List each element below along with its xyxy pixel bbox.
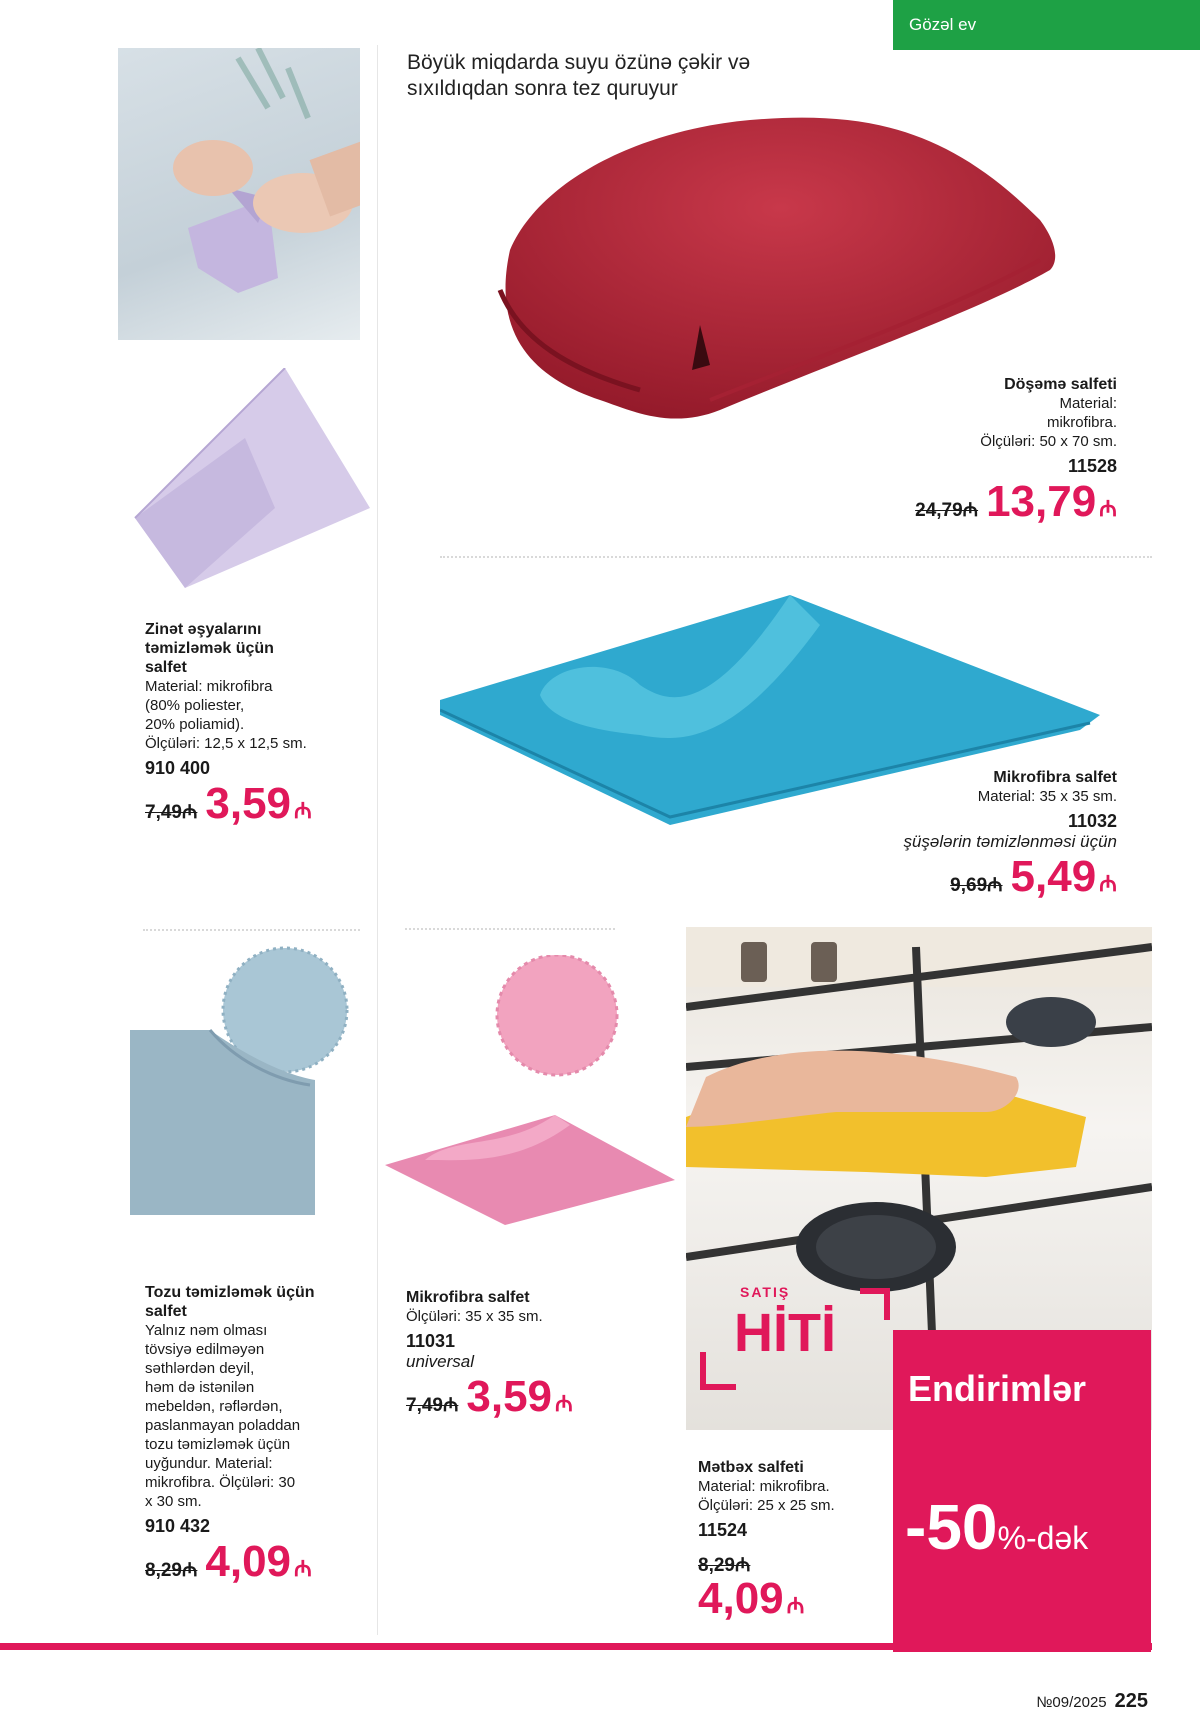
price-block [857,477,1117,527]
product-name: Mətbəx salfeti [698,1459,804,1476]
price-block [406,1372,636,1422]
product-desc: səthlərdən deyil, [145,1360,255,1377]
promo-title: Endirimlər [908,1368,1087,1409]
product-code: 11524 [698,1520,748,1540]
product-code: 910 400 [145,758,211,778]
new-price-value: 13,79 [986,477,1097,526]
product-desc: tövsiyə edilməyən [145,1341,265,1358]
product-desc: Ölçüləri: 25 x 25 sm. [698,1497,835,1514]
product-desc: Material: mikrofibra. [698,1478,830,1495]
issue-number: №09/2025 [1036,1694,1107,1711]
product-note: şüşələrin təmizlənməsi üçün [903,832,1117,851]
sales-hit-label: SATIŞ [740,1284,791,1300]
new-price [986,477,1117,527]
metbex-info [698,1458,888,1628]
old-price: 9,69₼ [950,875,1003,896]
product-desc: Ölçüləri: 50 x 70 sm. [980,433,1117,450]
currency-sign: ₼ [555,1391,573,1416]
product-desc: mikrofibra. [1046,414,1117,431]
page-number: 225 [1114,1690,1148,1712]
lavender-cloth-image [125,368,370,588]
currency-sign: ₼ [1099,496,1117,521]
new-price-value: 4,09 [205,1537,292,1586]
headline-line: Böyük miqdarda suyu özünə çəkir və [407,51,751,74]
badge-corner-icon [700,1352,736,1390]
product-desc: Material: mikrofibra [145,678,273,695]
product-desc: paslanmayan poladdan [145,1417,301,1434]
badge-corner-icon [860,1288,890,1320]
old-price: 7,49₼ [406,1395,459,1416]
old-price: 8,29₼ [145,1560,198,1581]
product-desc: Material: 35 x 35 sm. [977,788,1117,805]
new-price [698,1574,888,1628]
product-desc: (80% poliester, [145,697,245,714]
product-name: salfet [145,659,187,676]
product-note: universal [406,1352,475,1371]
new-price-value: 3,59 [205,779,292,828]
new-price-value: 5,49 [1010,852,1097,901]
product-name: təmizləmək üçün [145,640,274,657]
new-price [205,779,311,829]
product-name: salfet [145,1303,187,1320]
price-block [145,779,375,829]
product-desc: mikrofibra. Ölçüləri: 30 [145,1474,296,1491]
new-price [466,1372,572,1422]
new-price-value: 3,59 [466,1372,553,1421]
discount-promo-box[interactable] [893,1330,1151,1652]
product-desc: x 30 sm. [145,1493,202,1510]
row-divider [143,929,360,931]
currency-sign: ₼ [294,798,312,823]
product-desc: həm də istənilən [145,1379,255,1396]
old-price: 7,49₼ [145,802,198,823]
new-price [1011,852,1117,902]
pink-cloth-image [385,955,685,1225]
product-desc: tozu təmizləmək üçün [145,1436,291,1453]
product-name: Döşəmə salfeti [1004,376,1117,393]
product-code: 910 432 [145,1516,211,1536]
product-desc: uyğundur. Material: [145,1455,273,1472]
headline [407,50,750,102]
currency-sign: ₼ [1099,871,1117,896]
product-desc: Material: [1059,395,1117,412]
sales-hit-badge [700,1278,880,1398]
old-price: 24,79₼ [915,500,979,521]
new-price [205,1537,311,1587]
headline-line: sıxıldıqdan sonra tez quruyur [407,77,678,100]
product-name: Zinət əşyalarını [145,621,262,638]
currency-sign: ₼ [786,1593,805,1618]
new-price-value: 4,09 [698,1574,784,1623]
mikrofibra-pink-info [406,1288,636,1422]
product-name: Mikrofibra salfet [993,769,1117,786]
category-tab[interactable]: Gözəl ev [893,0,1200,50]
bottom-bar [0,1643,1152,1650]
product-desc: Ölçüləri: 35 x 35 sm. [406,1308,543,1325]
sales-hit-title: HİTİ [734,1303,836,1363]
product-code: 11031 [406,1331,456,1351]
row-divider [440,556,1152,558]
currency-sign: ₼ [294,1556,312,1581]
product-code: 11528 [1067,456,1117,476]
column-divider [377,45,378,1635]
dust-cloth-image [125,945,355,1215]
row-divider [405,928,615,930]
product-desc: 20% poliamid). [145,716,245,733]
promo-percent: -50 [905,1491,998,1563]
page-footer [1036,1690,1148,1713]
price-block [145,1537,375,1587]
hands-cloth-photo [118,48,360,340]
mikrofibra-blue-info [817,768,1117,902]
old-price: 8,29₼ [698,1555,751,1576]
product-name: Tozu təmizləmək üçün [145,1284,315,1301]
zinet-info [145,620,375,829]
tozu-info [145,1283,375,1587]
product-code: 11032 [1067,811,1117,831]
product-desc: mebeldən, rəflərdən, [145,1398,283,1415]
promo-suffix: %-dək [997,1520,1089,1556]
product-name: Mikrofibra salfet [406,1289,530,1306]
doseme-info [857,375,1117,527]
product-desc: Yalnız nəm olması [145,1322,268,1339]
promo-percent-row [905,1490,1088,1564]
product-desc: Ölçüləri: 12,5 x 12,5 sm. [145,735,307,752]
price-block [817,852,1117,902]
